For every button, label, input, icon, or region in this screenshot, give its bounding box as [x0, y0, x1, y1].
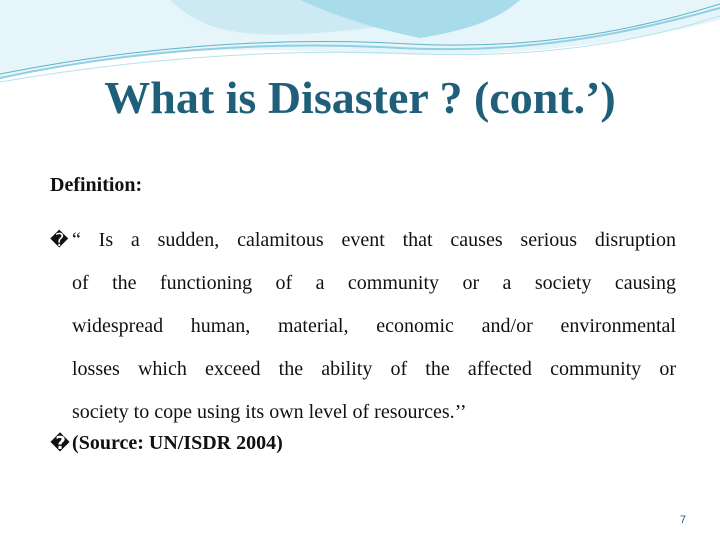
page-number: 7	[679, 514, 687, 526]
definition-paragraph	[50, 219, 676, 434]
definition-line-text: “ Is a sudden, calamitous event that causes serious disruption	[72, 229, 676, 251]
definition-line: of the functioning of a community or a society causing	[72, 272, 676, 294]
bullet-icon: �	[50, 433, 71, 454]
definition-line: widespread human, material, economic and/or environmental	[72, 315, 676, 337]
definition-line: society to cope using its own level of resources.’’	[72, 401, 467, 423]
source-text: (Source: UN/ISDR 2004)	[72, 432, 283, 454]
definition-label: Definition:	[50, 174, 143, 196]
bullet-icon: �	[50, 230, 69, 251]
definition-line: losses which exceed the ability of the affected community or	[72, 358, 676, 380]
source-citation	[50, 430, 283, 457]
slide-title: What is Disaster ? (cont.’)	[104, 72, 616, 123]
definition-line	[50, 219, 676, 262]
